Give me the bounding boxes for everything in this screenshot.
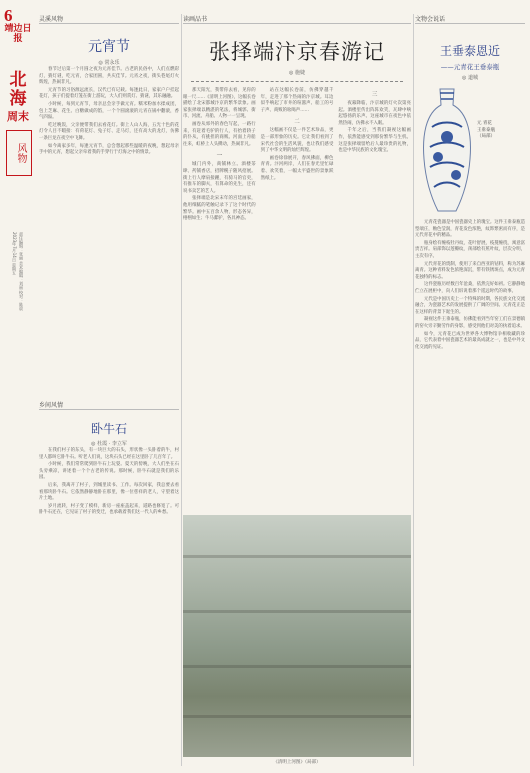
section-number: 三 bbox=[371, 92, 378, 98]
page-number: 6 bbox=[4, 6, 13, 25]
paper-name: 靖边日报 bbox=[4, 24, 32, 44]
paragraph: 这件瓷瓶历经数百年沧桑，依然完好如初。它静静地伫立在展柜中，向人们诉说着那个遥远时代的故事。 bbox=[415, 282, 525, 294]
masthead-sidebar bbox=[0, 0, 36, 773]
image-caption: 《清明上河图》（局部） bbox=[273, 760, 321, 765]
article-body bbox=[183, 87, 411, 224]
figure bbox=[415, 87, 525, 219]
paragraph: 吃过晚饭，父亲便带我们去看花灯。街上人山人海，五光十色的花灯令人目不暇接：有荷花灯、兔子灯、走马灯，还有高大的龙灯，仿佛一条巨龙在夜空中飞舞。 bbox=[39, 122, 179, 141]
paragraph: 画卷徐徐展开，春风拂面，柳色青青。汴河两岸，人们在春光里忙碌着、欢笑着，一幅太平盛世的景象跃然纸上。 bbox=[260, 155, 334, 181]
porcelain-vase-image bbox=[420, 87, 474, 215]
section-number: 一 bbox=[216, 153, 223, 160]
qingming-painting-image bbox=[183, 515, 411, 757]
issue-date: 2023年7月14日 星期五 bbox=[12, 232, 17, 276]
paragraph: 瓶身绘有缠枝牡丹纹，花叶舒展，枝蔓缠绕，寓意富贵吉祥。肩部饰以莲瓣纹，颈部绘有蕉叶纹，层次分明，主次有序。 bbox=[415, 240, 525, 259]
brand-char: 海 bbox=[9, 89, 27, 108]
article-author: ◎ 常永乐 bbox=[98, 60, 120, 66]
column-rule bbox=[413, 14, 414, 766]
brand-char: 北 bbox=[9, 70, 27, 89]
column-tag: 乡间风情 bbox=[39, 400, 179, 410]
paragraph: 站在这幅长卷前，仿佛穿越千年，走进了那个热闹的汴京城。耳边似乎响起了市井的喧嚣声、船工的号子声、商贩的吆喝声…… bbox=[260, 88, 334, 113]
article-zhangzeduan bbox=[183, 14, 411, 224]
paragraph: 元宵节的习俗源远流长，汉代已有记载。每逢此日，家家户户挂起花灯，孩子们提着灯笼在街上游玩，大人们则赏灯、猜谜，其乐融融。 bbox=[39, 87, 179, 100]
column-tag: 文物会说话 bbox=[415, 14, 525, 24]
article-author: ◎ 施婕 bbox=[289, 70, 305, 76]
column-tag: 读画品书 bbox=[183, 14, 411, 24]
paragraph: 城门内外，商铺林立。酒楼茶肆、药铺香店，招牌幌子随风招展。街上行人摩肩接踵，有骑马的官吏，有推车的脚夫，有算命的先生，还有说书卖艺的艺人。 bbox=[183, 162, 256, 194]
paragraph: 元代是中国历史上一个特殊的时期，各民族文化交流融合，为瓷器艺术的发展提供了广阔的空间。元青花正是在这样的背景下诞生的。 bbox=[415, 296, 525, 315]
paragraph: 春节过后第一个月圆之夜为元宵佳节。古老的民俗中，人们点燃彩灯，猜灯谜，吃元宵，合家团圆，共庆佳节。元宵之夜，街头巷尾灯火辉煌，热闹非凡。 bbox=[39, 67, 179, 86]
article-title: 元宵节 bbox=[88, 40, 130, 55]
paragraph: 凝视这件王垂泰瓶，仿佛能看到当年窑工们在景德镇的窑火旁辛勤劳作的身影，感受到他们对美的执着追求。 bbox=[415, 317, 525, 329]
paragraph: 小时候，我们常常爬到卧牛石上玩耍。夏天的傍晚，大人们坐在石头旁乘凉，讲述着一个个古老的传说。那时候，卧牛石就是我们的乐园。 bbox=[39, 462, 179, 481]
figure-caption: 元 青花 王垂泰瓶 （局部） bbox=[477, 121, 495, 139]
paragraph: 那天阳光，我带你去看，见你的眼一尺……《清明上河图》，这幅长卷描绘了北宋都城汴京的繁华景象。画家张择端以精湛的笔法，将城郭、街市、河流、舟船、人物一一呈现。 bbox=[183, 88, 256, 120]
divider bbox=[191, 81, 403, 82]
article-title: 卧牛石 bbox=[90, 422, 127, 436]
article-yuanxiao bbox=[39, 14, 179, 158]
article-woniushi bbox=[39, 400, 179, 518]
paragraph: 这幅画不仅是一件艺术珍品，更是一部形象的历史。它让我们看到了宋代社会的生活风貌，也让我们感受到了中华文明的灿烂辉煌。 bbox=[260, 128, 334, 154]
article-author: ◎ 道城 bbox=[462, 75, 478, 81]
paragraph: 如今离家多年，每逢元宵节，总会想起那些温暖的夜晚，想起母亲手中的元宵，想起父亲牵着我的手穿行于灯海之中的情景。 bbox=[39, 143, 179, 156]
column-rule bbox=[181, 14, 182, 766]
article-author: ◎ 杜霞 · 李立军 bbox=[91, 441, 127, 447]
paragraph: 千年之后，当我们凝视这幅画作，依然能感受到那份繁华与生机。这是张择端留给后人最珍贵的礼物，也是中华民族的文化瑰宝。 bbox=[338, 128, 412, 154]
paragraph: 画卷从郊外的春色写起，一路行来，有赶着毛驴的行人，有抬着轿子的仆从，有挑担的商贩。河面上舟船往来，虹桥上人头攒动，热闹非凡。 bbox=[183, 121, 256, 147]
paragraph: 如今，元青花已成为世界各大博物馆争相收藏的珍品，它代表着中国瓷器艺术的最高成就之一，也是中外文化交流的见证。 bbox=[415, 331, 525, 350]
article-subtitle: ——元青花王垂泰瓶 bbox=[440, 63, 500, 71]
paragraph: 张择端是北宋末年的宫廷画家，他用细腻的笔触记录下了这个时代的繁华。画中五百余人物，形态各异，栩栩如生；牛马骡驴，各具神态。 bbox=[183, 196, 256, 222]
paragraph: 元代青花的烧制，使用了来自西亚的钴料，称为苏麻离青。这种青料发色浓艳深沉，带有铁锈斑点，成为元青花独特的标志。 bbox=[415, 261, 525, 280]
article-title: 王垂泰恩近 bbox=[439, 44, 500, 58]
paragraph: 后来，我离开了村子，到城里读书、工作。每次回家，我总要去看看那块卧牛石。它依然静静地卧在那里，像一位慈祥的老人，守望着这片土地。 bbox=[39, 482, 179, 502]
paragraph: 在我们村子的东头，有一块巨大的石头，形状像一头卧着的牛，村里人都叫它卧牛石。听老人们说，这块石头已经在这里卧了几百年了。 bbox=[39, 448, 179, 460]
section-tag: 风物 bbox=[6, 130, 32, 176]
weekly-label: 周末 bbox=[7, 110, 29, 123]
editor-credits: 责任编辑：张丽 美术编辑：刘丽 校对：陈晨 bbox=[19, 232, 24, 311]
article-title: 张择端汴京春游记 bbox=[209, 40, 385, 64]
column-tag: 灵溪风物 bbox=[39, 14, 179, 24]
brand-logo bbox=[3, 70, 33, 108]
section-number: 二 bbox=[294, 119, 300, 126]
paragraph: 夜幕降临，汴京城的灯火次第亮起。酒楼里传出阵阵欢笑，瓦肆中响起悠扬的乐声。这座城市在夜色中依然热闹，仿佛永不入眠。 bbox=[338, 101, 412, 126]
paragraph: 元青花瓷器是中国瓷器史上的瑰宝。这件王垂泰瓶造型端庄，釉色莹润，青花发色浓艳，纹饰繁密而有序，是元代青花中的精品。 bbox=[415, 220, 525, 239]
article-qinghua bbox=[415, 14, 525, 352]
paragraph: 小时候，每到元宵节，母亲总会亲手做元宵。糯米粉加水揉成团，包上芝麻、花生、白糖做成的馅，一个个圆滚滚的元宵在锅中翻滚，香气四溢。 bbox=[39, 101, 179, 121]
paragraph: 岁月流转，村子变了模样，新房一座座盖起来，道路也修宽了。可卧牛石还在，它见证了村子的变迁，也承载着我们这一代人的乡愁。 bbox=[39, 503, 179, 516]
